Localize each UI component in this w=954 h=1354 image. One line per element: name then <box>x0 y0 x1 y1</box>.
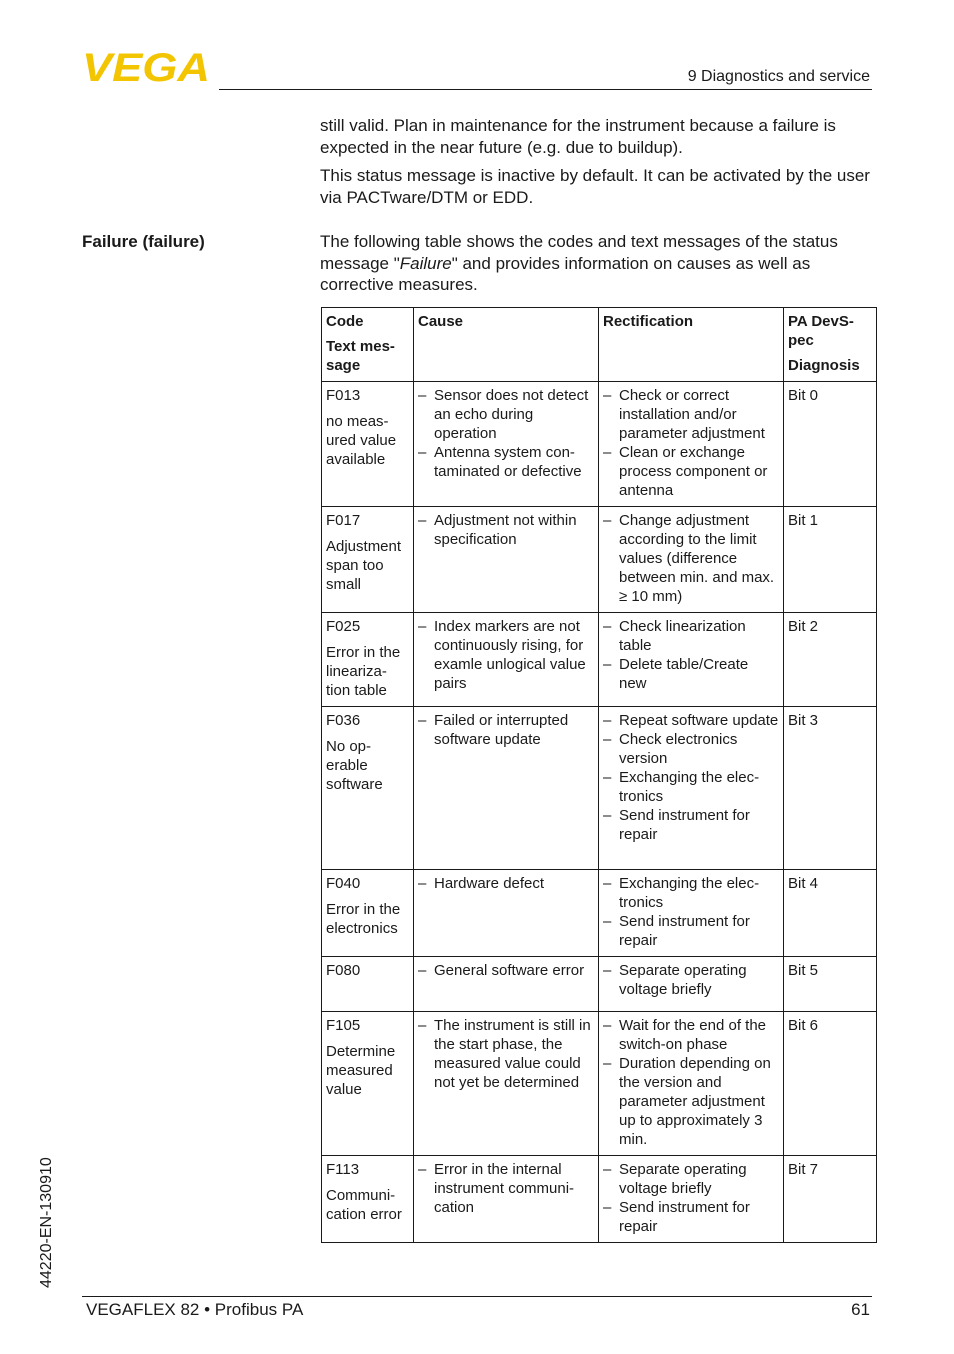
cell-cause-list <box>418 711 594 749</box>
error-message: Determine measured value <box>326 1043 396 1098</box>
cell-cause <box>414 870 599 957</box>
rectification-item: – Send instrument for repair <box>603 912 779 950</box>
rectification-item: – Wait for the end of the switch-on phase <box>603 1016 779 1054</box>
cell-code <box>322 1012 414 1156</box>
paragraph-continuation: still valid. Plan in maintenance for the instrument because a failure is expected in the near future (e.g. due to buildup). <box>320 116 836 157</box>
cell-rectification-list <box>603 511 779 606</box>
section-title: 9 Diagnostics and service <box>687 68 870 85</box>
cell-cause-list <box>418 874 594 893</box>
cell-diagnosis-bit: Bit 5 <box>784 957 877 1012</box>
cell-rectification-list <box>603 617 779 693</box>
header-rectification: Rectification <box>599 308 784 382</box>
cell-code <box>322 957 414 1012</box>
error-code: F013 <box>326 387 361 404</box>
cell-code <box>322 870 414 957</box>
rectification-item: – Duration depending on the version and parameter adjustment up to approximately 3 min. <box>603 1054 779 1149</box>
footer-rule <box>82 1296 872 1297</box>
rectification-item: – Repeat software update <box>603 711 779 730</box>
cause-item: – Hardware defect <box>418 874 594 893</box>
cell-code <box>322 613 414 707</box>
header-rule <box>219 89 872 90</box>
table-row <box>322 957 877 1012</box>
table-row <box>322 382 877 507</box>
header-text-message-label: Text mes-sage <box>326 338 395 374</box>
intro-text-italic: Failure <box>399 253 452 273</box>
cell-cause <box>414 1156 599 1243</box>
rectification-item: – Delete table/Create new <box>603 655 779 693</box>
cell-rectification-list <box>603 874 779 950</box>
cell-rectification <box>599 707 784 870</box>
table-body <box>322 382 877 1243</box>
cell-rectification-list <box>603 1016 779 1149</box>
table-row <box>322 870 877 957</box>
cell-cause <box>414 382 599 507</box>
cell-cause-list <box>418 617 594 693</box>
cell-diagnosis-bit: Bit 6 <box>784 1012 877 1156</box>
header-code <box>322 308 414 382</box>
error-message: Error in the lineariza-tion table <box>326 644 401 699</box>
header-cause: Cause <box>414 308 599 382</box>
footer-product: VEGAFLEX 82 • Profibus PA <box>86 1300 304 1319</box>
vega-logo <box>82 50 212 84</box>
error-message: No op-erable software <box>326 738 383 793</box>
table-row <box>322 507 877 613</box>
cell-cause-list <box>418 511 594 549</box>
cause-item: – Error in the internal instrument communi-cation <box>418 1160 594 1217</box>
cell-diagnosis-bit: Bit 3 <box>784 707 877 870</box>
failure-table <box>321 307 877 1243</box>
cause-item: – Failed or interrupted software update <box>418 711 594 749</box>
cell-cause-list <box>418 386 594 481</box>
cell-rectification <box>599 1156 784 1243</box>
cell-diagnosis-bit: Bit 1 <box>784 507 877 613</box>
header-pa-devspec <box>784 308 877 382</box>
rectification-item: – Clean or exchange process component or antenna <box>603 443 779 500</box>
cell-rectification <box>599 957 784 1012</box>
cause-item: – Sensor does not detect an echo during operation <box>418 386 594 443</box>
rectification-item: – Exchanging the elec-tronics <box>603 874 779 912</box>
page-number: 61 <box>851 1300 870 1319</box>
cell-rectification <box>599 870 784 957</box>
cell-code <box>322 707 414 870</box>
header-diagnosis-label: Diagnosis <box>788 357 860 374</box>
cell-rectification <box>599 613 784 707</box>
cell-cause <box>414 707 599 870</box>
rectification-item: – Check electronics version <box>603 730 779 768</box>
error-code: F025 <box>326 618 361 635</box>
cell-diagnosis-bit: Bit 7 <box>784 1156 877 1243</box>
cell-rectification-list <box>603 386 779 500</box>
rectification-item: – Change adjustment according to the limit values (difference between min. and max. ≥ 10 mm) <box>603 511 779 606</box>
error-message: Error in the electronics <box>326 901 401 937</box>
error-code: F017 <box>326 512 361 529</box>
cause-item: – General software error <box>418 961 594 980</box>
error-code: F113 <box>326 1161 360 1178</box>
error-code: F040 <box>326 875 361 892</box>
cell-cause <box>414 957 599 1012</box>
cause-item: – Index markers are not continuously rising, for examle unlogical value pairs <box>418 617 594 693</box>
cell-rectification-list <box>603 711 779 844</box>
cell-rectification <box>599 507 784 613</box>
error-code: F105 <box>326 1017 361 1034</box>
paragraph-inactive-note: This status message is inactive by default. It can be activated by the user via PACTware/DTM or EDD. <box>320 166 870 207</box>
header-code-label: Code <box>326 313 364 330</box>
rectification-item: – Check or correct installation and/or parameter adjustment <box>603 386 779 443</box>
error-message: no meas-ured value available <box>326 413 397 468</box>
cell-cause <box>414 613 599 707</box>
table-row <box>322 1012 877 1156</box>
cell-code <box>322 1156 414 1243</box>
table-row <box>322 707 877 870</box>
cell-cause-list <box>418 961 594 980</box>
cell-diagnosis-bit: Bit 2 <box>784 613 877 707</box>
intro-text-before: The following table shows the codes and text messages of the status message " <box>320 232 838 273</box>
error-code: F036 <box>326 712 361 729</box>
paragraph-table-intro <box>320 231 872 296</box>
cause-item: – The instrument is still in the start phase, the measured value could not yet be determined <box>418 1016 594 1092</box>
header-pa-devspec-label: PA DevS-pec <box>788 313 854 349</box>
error-code: F080 <box>326 962 361 979</box>
rectification-item: – Separate operating voltage briefly <box>603 961 779 999</box>
table-row <box>322 613 877 707</box>
cell-cause-list <box>418 1160 594 1217</box>
cell-rectification <box>599 382 784 507</box>
table-header-row <box>322 308 877 382</box>
cause-item: – Antenna system con-taminated or defective <box>418 443 594 481</box>
cell-diagnosis-bit: Bit 0 <box>784 382 877 507</box>
rectification-item: – Separate operating voltage briefly <box>603 1160 779 1198</box>
rectification-item: – Exchanging the elec-tronics <box>603 768 779 806</box>
rectification-item: – Check linearization table <box>603 617 779 655</box>
rectification-item: – Send instrument for repair <box>603 806 779 844</box>
cell-diagnosis-bit: Bit 4 <box>784 870 877 957</box>
cell-cause <box>414 1012 599 1156</box>
error-message: Communi-cation error <box>326 1187 402 1223</box>
side-heading-failure: Failure (failure) <box>82 232 205 251</box>
cell-cause <box>414 507 599 613</box>
intro-text-after: " and provides information on causes as well as corrective measures. <box>320 253 811 294</box>
cell-rectification-list <box>603 961 779 999</box>
cell-code <box>322 507 414 613</box>
table-row <box>322 1156 877 1243</box>
cell-rectification <box>599 1012 784 1156</box>
vega-logo-text: VEGA <box>82 50 210 84</box>
cause-item: – Adjustment not within specification <box>418 511 594 549</box>
cell-cause-list <box>418 1016 594 1092</box>
error-message: Adjustment span too small <box>326 538 402 593</box>
cell-rectification-list <box>603 1160 779 1236</box>
document-id: 44220-EN-130910 <box>38 1157 55 1288</box>
cell-code <box>322 382 414 507</box>
rectification-item: – Send instrument for repair <box>603 1198 779 1236</box>
